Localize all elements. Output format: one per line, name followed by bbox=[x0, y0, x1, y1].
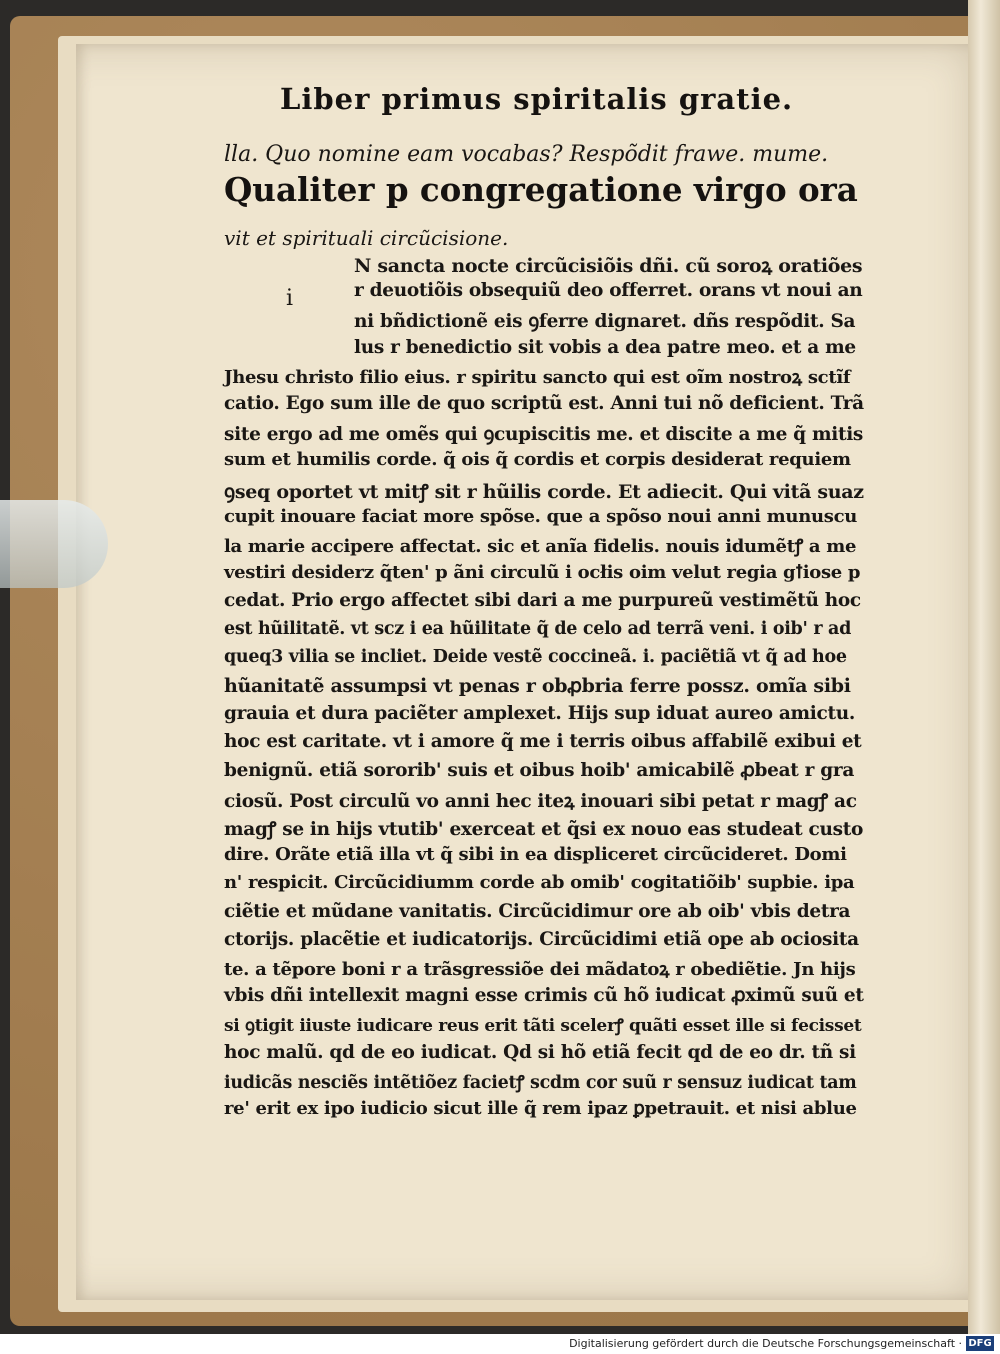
text-line: cedat. Prio ergo affectet sibi dari a me purpureũ vestimẽtũ hoc bbox=[224, 590, 861, 612]
text-line: lus r benedictio sit vobis a dea patre meo. et a me bbox=[354, 336, 856, 358]
chapter-title-continuation: vit et spirituali circũcisione. bbox=[224, 226, 509, 250]
text-line: ciosũ. Post circulũ vo anni hec iteꝝ inouari sibi petat r magꝭ ac bbox=[224, 790, 857, 812]
text-line: ciẽtie et mũdane vanitatis. Circũcidimur ore ab oib' vbis detra bbox=[224, 900, 851, 922]
text-line: ꝯseq oportet vt mitꝭ sit r hũilis corde. Et adiecit. Qui vitã suaz bbox=[224, 480, 864, 503]
text-line: Jhesu christo filio eius. r spiritu sancto qui est oĩm nostroꝝ sctĩf bbox=[224, 366, 851, 388]
glass-clip bbox=[0, 500, 108, 588]
funding-credit: Digitalisierung gefördert durch die Deutsche Forschungsgemeinschaft · bbox=[569, 1337, 962, 1350]
chapter-title: Qualiter p congregatione virgo ora bbox=[224, 170, 858, 209]
text-line: est hũilitatẽ. vt scz i ea hũilitate q̃ de celo ad terrã veni. i oib' r ad bbox=[224, 618, 852, 639]
text-line: site ergo ad me omẽs qui ꝯcupiscitis me. et discite a me q̃ mitis bbox=[224, 424, 864, 446]
text-line: hoc malũ. qd de eo iudicat. Qd si hõ etiã fecit qd de eo dr. tñ si bbox=[224, 1041, 856, 1063]
text-line: si ꝯtigit iiuste iudicare reus erit tãti scelerꝭ quãti esset ille si fecisset bbox=[224, 1016, 862, 1037]
text-line: r deuotiõis obsequiũ deo offerret. orans vt noui an bbox=[354, 280, 863, 302]
text-line: grauia et dura paciẽter amplexet. Hijs sup iduat aureo amictu. bbox=[224, 703, 856, 725]
text-line: re' erit ex ipo iudicio sicut ille q̃ rem ipaz ꝑpetrauit. et nisi ablue bbox=[224, 1098, 857, 1119]
text-line: magꝭ se in hijs vtutib' exerceat et q̃si ex nouo eas studeat custo bbox=[224, 819, 864, 840]
text-line: catio. Ego sum ille de quo scriptũ est. Anni tui nõ deficient. Trã bbox=[224, 393, 864, 414]
text-line: ni bñdictionẽ eis ꝯferre dignaret. dñs respõdit. Sa bbox=[354, 311, 856, 333]
text-line: hũanitatẽ assumpsi vt penas r obꝓbria ferre possz. omĩa sibi bbox=[224, 675, 851, 697]
text-line: hoc est caritate. vt i amore q̃ me i terris oibus affabilẽ exibui et bbox=[224, 731, 862, 753]
text-line: N sancta nocte circũcisiõis dñi. cũ soroꝝ oratiões bbox=[354, 255, 863, 277]
heading-subline: lla. Quo nomine eam vocabas? Respõdit frawe. mume. bbox=[224, 142, 829, 167]
text-line: vbis dñi intellexit magni esse crimis cũ hõ iudicat ꝓximũ suũ et bbox=[224, 985, 864, 1007]
text-line: vestiri desiderz q̃ten' p ãni circulũ i ocłis oim velut regia gꝉiose p bbox=[224, 562, 861, 584]
text-line: sum et humilis corde. q̃ ois q̃ cordis et corpis desiderat requiem bbox=[224, 449, 851, 471]
text-line: n' respicit. Circũcidiumm corde ab omib' cogitatiõib' supbie. ipa bbox=[224, 872, 855, 894]
text-line: iudicãs nesciẽs intẽtiõez facietꝭ scdm cor suũ r sensuz iudicat tam bbox=[224, 1072, 857, 1093]
initial-guide-letter: i bbox=[286, 286, 294, 311]
footer-bar bbox=[0, 1334, 1000, 1354]
text-line: benignũ. etiã sororib' suis et oibus hoib' amicabilẽ ꝓbeat r gra bbox=[224, 759, 855, 781]
facing-page-edge bbox=[968, 0, 1000, 1334]
text-line: cupit inouare faciat more spõse. que a spõso noui anni munuscu bbox=[224, 505, 858, 527]
dfg-logo: DFG bbox=[966, 1336, 994, 1351]
text-line: ctorijs. placẽtie et iudicatorijs. Circũcidimi etiã ope ab ociosita bbox=[224, 928, 859, 950]
text-line: queq3 vilia se incliet. Deide vestẽ coccineã. i. paciẽtiã vt q̃ ad hoe bbox=[224, 646, 847, 667]
running-heading: Liber primus spiritalis gratie. bbox=[280, 82, 794, 116]
text-line: te. a tẽpore boni r a trãsgressiõe dei mãdatoꝝ r obediẽtie. Jn hijs bbox=[224, 959, 856, 980]
text-line: dire. Orãte etiã illa vt q̃ sibi in ea displiceret circũcideret. Domi bbox=[224, 844, 847, 866]
text-line: la marie accipere affectat. sic et anĩa fidelis. nouis idumẽtꝭ a me bbox=[224, 536, 857, 557]
